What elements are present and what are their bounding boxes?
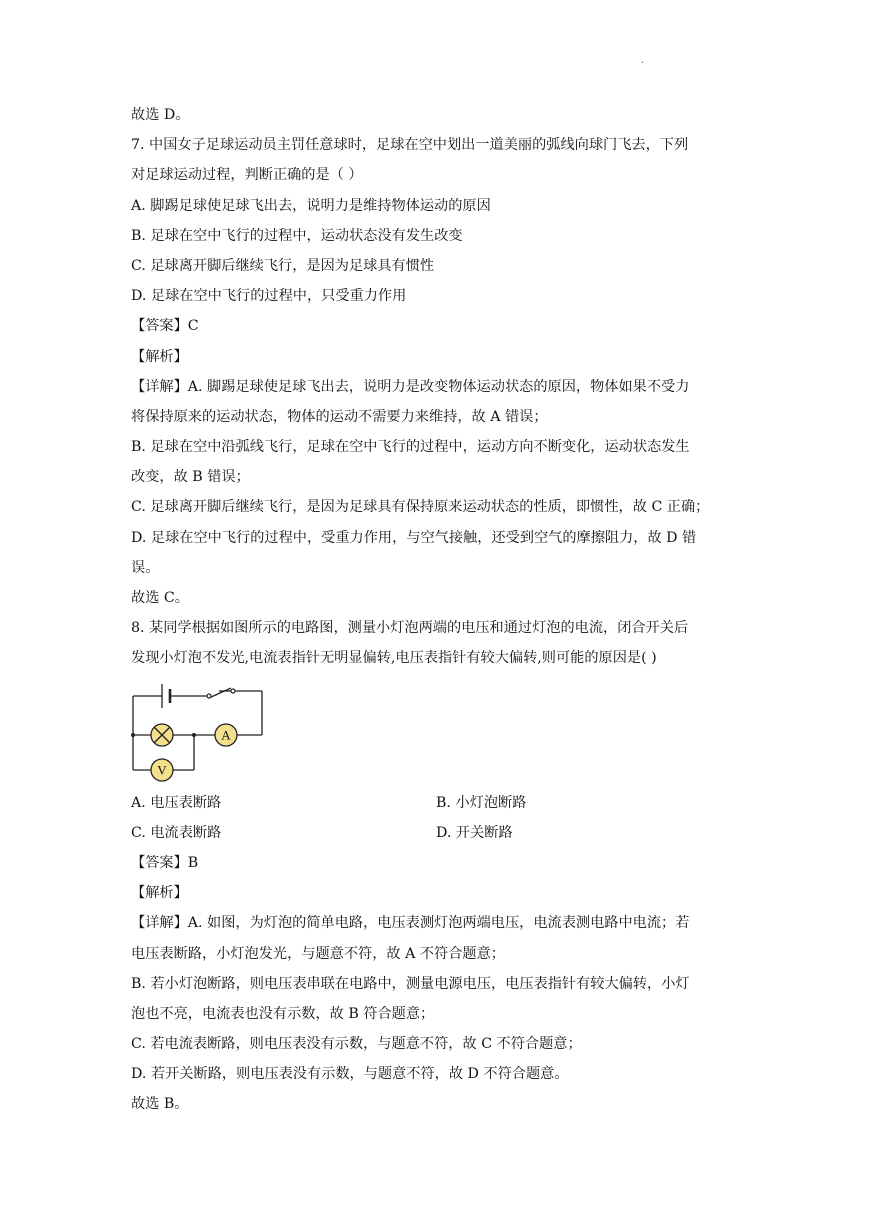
question-7-stem: 7. 中国女子足球运动员主罚任意球时，足球在空中划出一道美丽的弧线向球门飞去，下列 xyxy=(131,137,689,154)
text-line: 故选 C。 xyxy=(131,590,189,606)
text-line: 故选 D。 xyxy=(131,107,190,123)
circuit-diagram xyxy=(131,674,741,788)
answer-label: 【答案】C xyxy=(131,318,199,335)
explanation-line: 将保持原来的运动状态，物体的运动不需要力来维持，故 A 错误； xyxy=(131,408,548,425)
junction-dot xyxy=(131,733,135,737)
question-8-option-d: D. 开关断路 xyxy=(436,824,513,841)
question-7-option-a: A. 脚踢足球使足球飞出去，说明力是维持物体运动的原因 xyxy=(131,197,491,214)
junction-dot xyxy=(192,733,196,737)
voltmeter-icon xyxy=(151,759,173,781)
question-8-stem: 8. 某同学根据如图所示的电路图，测量小灯泡两端的电压和通过灯泡的电流，闭合开关后 xyxy=(131,620,689,637)
question-8-option-b: B. 小灯泡断路 xyxy=(436,794,527,811)
explanation-line: 误。 xyxy=(131,559,160,576)
voltmeter-label: V xyxy=(157,762,167,778)
ammeter-icon xyxy=(215,724,237,746)
circuit-diagram-svg xyxy=(131,674,271,784)
question-7-option-d: D. 足球在空中飞行的过程中，只受重力作用 xyxy=(131,288,407,305)
question-7-option-c: C. 足球离开脚后继续飞行，是因为足球具有惯性 xyxy=(131,257,435,274)
explanation-line: 【详解】A. 如图，为灯泡的简单电路，电压表测灯泡两端电压，电流表测电路中电流；若 xyxy=(131,915,690,932)
explanation-line: 【详解】A. 脚踢足球使足球飞出去，说明力是改变物体运动状态的原因，物体如果不受力 xyxy=(131,378,690,395)
battery-icon xyxy=(162,684,170,708)
question-8-option-c: C. 电流表断路 xyxy=(131,824,222,841)
analysis-label: 【解析】 xyxy=(131,885,188,902)
question-7-stem: 对足球运动过程，判断正确的是（ ） xyxy=(131,167,363,184)
explanation-line: C. 若电流表断路，则电压表没有示数，与题意不符，故 C 不符合题意； xyxy=(131,1036,582,1053)
question-7-option-b: B. 足球在空中飞行的过程中，运动状态没有发生改变 xyxy=(131,227,463,244)
explanation-line: B. 足球在空中沿弧线飞行，足球在空中飞行的过程中，运动方向不断变化，运动状态发生 xyxy=(131,439,690,456)
answer-label: 【答案】B xyxy=(131,854,199,871)
explanation-line: D. 若开关断路，则电压表没有示数，与题意不符，故 D 不符合题意。 xyxy=(131,1066,569,1083)
page-content xyxy=(131,100,741,1120)
lamp-icon xyxy=(151,724,173,746)
header-dot: . xyxy=(641,55,645,66)
explanation-line: 改变，故 B 错误； xyxy=(131,469,250,486)
question-8-option-a: A. 电压表断路 xyxy=(131,794,222,811)
explanation-line: D. 足球在空中飞行的过程中，受重力作用，与空气接触，还受到空气的摩擦阻力，故 D 错 xyxy=(131,529,697,546)
text-line: 故选 B。 xyxy=(131,1096,189,1113)
question-8-stem: 发现小灯泡不发光,电流表指针无明显偏转,电压表指针有较大偏转,则可能的原因是( ) xyxy=(131,650,657,667)
explanation-line: 泡也不亮，电流表也没有示数，故 B 符合题意； xyxy=(131,1005,435,1022)
analysis-label: 【解析】 xyxy=(131,348,188,365)
explanation-line: C. 足球离开脚后继续飞行，是因为足球具有保持原来运动状态的性质，即惯性，故 C 正确； xyxy=(131,499,710,516)
explanation-line: B. 若小灯泡断路，则电压表串联在电路中，测量电源电压，电压表指针有较大偏转，小灯 xyxy=(131,975,690,992)
switch-blade xyxy=(209,688,231,698)
explanation-line: 电压表断路，小灯泡发光，与题意不符，故 A 不符合题意； xyxy=(131,945,505,962)
question-8-options-row xyxy=(131,788,741,818)
switch-icon xyxy=(207,689,235,698)
question-8-options-row xyxy=(131,818,741,848)
ammeter-label: A xyxy=(221,727,231,743)
